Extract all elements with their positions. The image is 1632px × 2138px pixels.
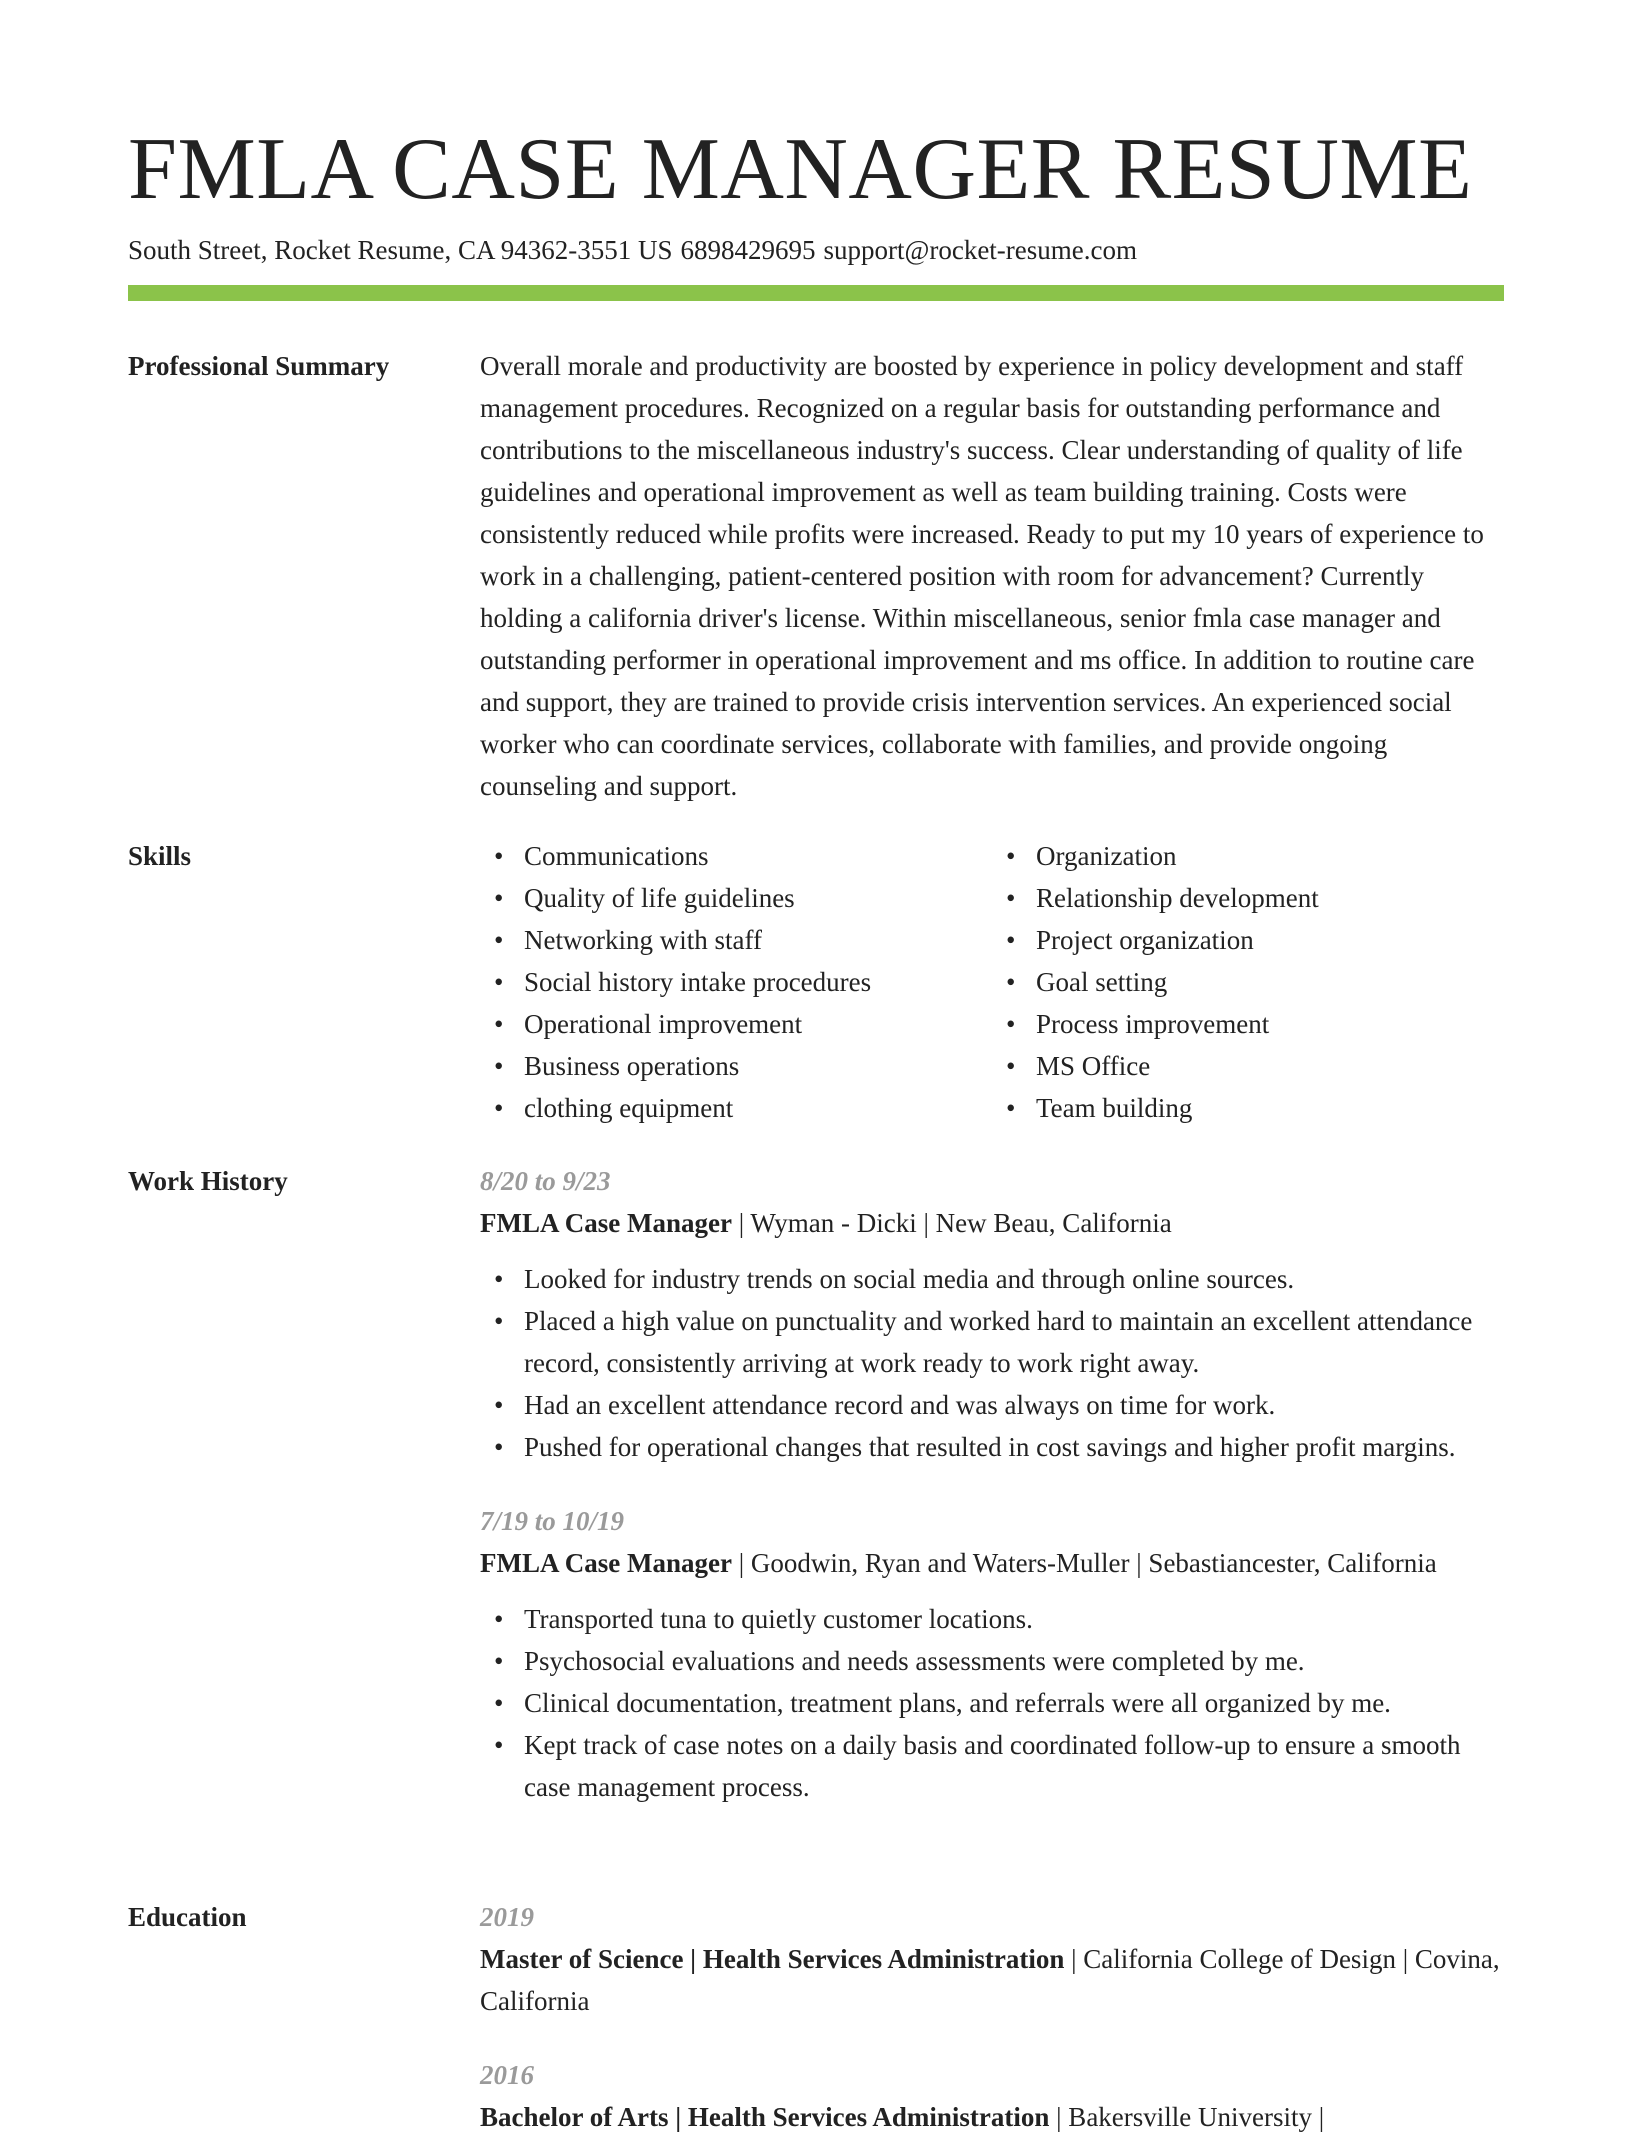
skill-item: • Team building bbox=[1036, 1087, 1504, 1129]
section-label-skills: Skills bbox=[128, 841, 192, 871]
job-bullet: • Kept track of case notes on a daily basis and coordinated follow-up to ensure a smooth case management process. bbox=[524, 1724, 1504, 1808]
resume-title: FMLA CASE MANAGER RESUME bbox=[128, 121, 1473, 218]
education-year: 2016 bbox=[480, 2060, 534, 2090]
skill-item: • Relationship development bbox=[1036, 877, 1504, 919]
work-body bbox=[480, 1160, 1504, 1808]
section-label-summary: Professional Summary bbox=[128, 351, 390, 381]
summary-body bbox=[480, 345, 1504, 807]
skill-item: • Organization bbox=[1036, 835, 1504, 877]
skills-columns bbox=[480, 835, 1504, 1129]
skill-item: • Quality of life guidelines bbox=[524, 877, 992, 919]
job-heading bbox=[480, 1202, 1504, 1244]
skill-item: • clothing equipment bbox=[524, 1087, 992, 1129]
header-divider bbox=[128, 285, 1504, 301]
job-bullet: • Psychosocial evaluations and needs assessments were completed by me. bbox=[524, 1640, 1504, 1682]
job-entry bbox=[480, 1500, 1504, 1808]
job-bullet: • Pushed for operational changes that resulted in cost savings and higher profit margins. bbox=[524, 1426, 1504, 1468]
skill-item: • Social history intake procedures bbox=[524, 961, 992, 1003]
job-bullet: • Clinical documentation, treatment plans, and referrals were all organized by me. bbox=[524, 1682, 1504, 1724]
job-bullet: • Transported tuna to quietly customer locations. bbox=[524, 1598, 1504, 1640]
contact-line bbox=[128, 232, 1137, 268]
job-bullet: • Had an excellent attendance record and was always on time for work. bbox=[524, 1384, 1504, 1426]
contact-phone: 6898429695 bbox=[680, 235, 816, 265]
education-heading bbox=[480, 2096, 1504, 2138]
education-details: | California College of Design | Covina, California bbox=[480, 1944, 1500, 2016]
job-bullet: • Looked for industry trends on social media and through online sources. bbox=[524, 1258, 1504, 1300]
job-details: | Goodwin, Ryan and Waters-Muller | Sebastiancester, California bbox=[731, 1548, 1437, 1578]
skill-item: • Communications bbox=[524, 835, 992, 877]
education-body bbox=[480, 1896, 1504, 2138]
skill-item: • MS Office bbox=[1036, 1045, 1504, 1087]
education-year: 2019 bbox=[480, 1902, 534, 1932]
job-bullet: • Placed a high value on punctuality and worked hard to maintain an excellent attendance record, consistently arriving at work ready to work right away. bbox=[524, 1300, 1504, 1384]
education-entry bbox=[480, 2054, 1504, 2138]
summary-text: Overall morale and productivity are boosted by experience in policy development and staff management procedures. Recognized on a regular basis for outstanding performance and contributions to the miscellaneous industry's success. Clear understanding of quality of life guidelines and operational improvement as well as team building training. Costs were consistently reduced while profits were increased. Ready to put my 10 years of experience to work in a challenging, patient-centered position with room for advancement? Currently holding a california driver's license. Within miscellaneous, senior fmla case manager and outstanding performer in operational improvement and ms office. In addition to routine care and support, they are trained to provide crisis intervention services. An experienced social worker who can coordinate services, collaborate with families, and provide ongoing counseling and support. bbox=[480, 351, 1484, 801]
contact-email: support@rocket-resume.com bbox=[823, 235, 1138, 265]
job-bullets bbox=[480, 1258, 1504, 1468]
section-label-work: Work History bbox=[128, 1166, 288, 1196]
job-bullets bbox=[480, 1598, 1504, 1808]
job-title: FMLA Case Manager bbox=[480, 1548, 732, 1578]
education-degree: Bachelor of Arts | Health Services Administration bbox=[480, 2102, 1050, 2132]
job-details: | Wyman - Dicki | New Beau, California bbox=[731, 1208, 1172, 1238]
job-title: FMLA Case Manager bbox=[480, 1208, 732, 1238]
skill-item: • Goal setting bbox=[1036, 961, 1504, 1003]
job-heading bbox=[480, 1542, 1504, 1584]
skill-item: • Business operations bbox=[524, 1045, 992, 1087]
skill-item: • Project organization bbox=[1036, 919, 1504, 961]
job-dates: 7/19 to 10/19 bbox=[480, 1506, 625, 1536]
skill-item: • Process improvement bbox=[1036, 1003, 1504, 1045]
education-details: | Bakersville University | bbox=[1049, 2102, 1325, 2132]
skills-body bbox=[480, 835, 1504, 1129]
skill-item: • Operational improvement bbox=[524, 1003, 992, 1045]
education-entry bbox=[480, 1896, 1504, 2022]
job-dates: 8/20 to 9/23 bbox=[480, 1166, 611, 1196]
skills-column-2 bbox=[992, 835, 1504, 1129]
skill-item: • Networking with staff bbox=[524, 919, 992, 961]
contact-address: South Street, Rocket Resume, CA 94362-3551 US bbox=[128, 235, 673, 265]
education-heading bbox=[480, 1938, 1504, 2022]
section-label-education: Education bbox=[128, 1902, 247, 1932]
education-degree: Master of Science | Health Services Administration bbox=[480, 1944, 1065, 1974]
skills-column-1 bbox=[480, 835, 992, 1129]
job-entry bbox=[480, 1160, 1504, 1468]
